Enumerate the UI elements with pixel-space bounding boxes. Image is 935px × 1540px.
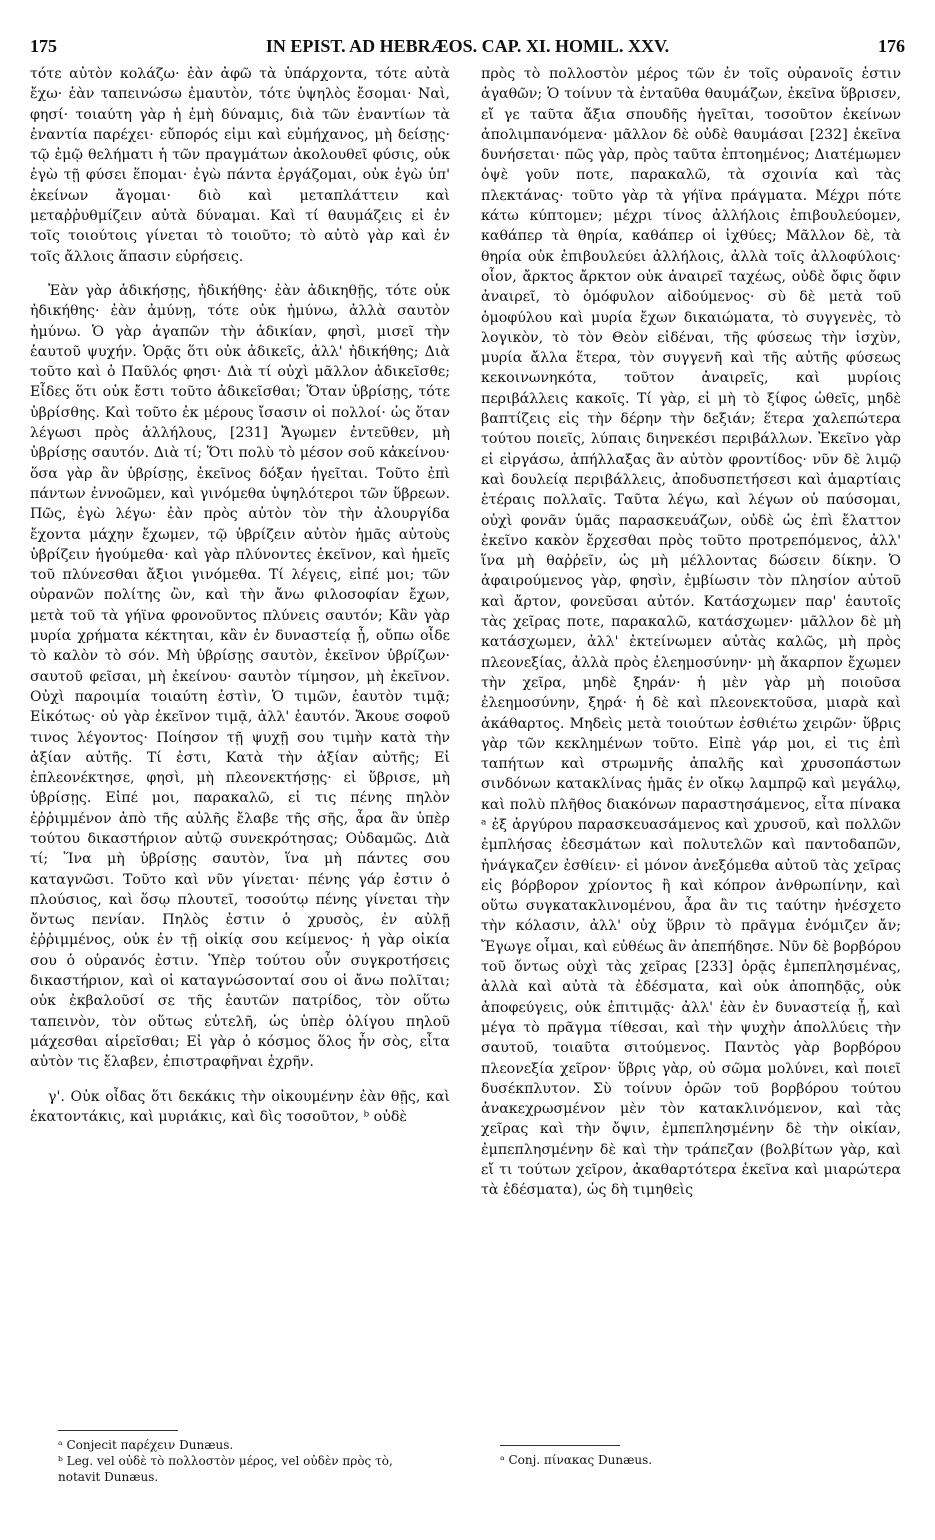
running-title: IN EPIST. AD HEBRÆOS. CAP. XI. HOMIL. XXV.: [265, 36, 670, 56]
footnote-rule-left: [58, 1430, 178, 1431]
footnote-a-left: ᵃ Conjecit παρέχειν Dunæus.: [58, 1438, 234, 1452]
footnotes-left: [58, 1437, 438, 1485]
page-number-right: 176: [878, 36, 905, 56]
left-paragraph-1: τότε αὐτὸν κολάζω· ἐὰν ἀφῶ τὰ ὑπάρχοντα, τότε αὐτὰ ἔχω· ἐὰν ταπεινώσω ἐμαυτὸν, τότε ὑψηλὸς ἔσομαι· Ναὶ, φησί· τοιαύτη γὰρ ἡ ἐμὴ δύναμις, διὰ τῶν ἐναντίων τὰ ἐναντία παρέχει· εὔπορός εἰμι καὶ εὐμήχανος, μὴ δείσῃς· τῷ ἐμῷ θελήματι ἡ τῶν πραγμάτων ἀκολουθεῖ φύσις, οὐκ ἐγὼ τῇ φύσει ἕπομαι· ἐγὼ πάντα ἐργάζομαι, οὐκ ἐγὼ ὑπ' ἐκείνων ἄγομαι· διὸ καὶ μεταπλάττειν καὶ μεταῤῥυθμίζειν αὐτὰ δύναμαι. Καὶ τί θαυμάζεις εἰ ἐν τοῖς τοιούτοις γίνεται τὸ τοιοῦτο; τὸ αὐτὸ γὰρ καὶ ἐν τοῖς ἄλλοις ἅπασιν εὑρήσεις.: [30, 66, 450, 265]
running-header: [30, 36, 905, 60]
left-column: [30, 64, 450, 1127]
footnote-a-right: ᵃ Conj. πίνακας Dunæus.: [500, 1453, 653, 1467]
right-paragraph-1: πρὸς τὸ πολλοστὸν μέρος τῶν ἐν τοῖς οὐρανοῖς ἐστιν ἀγαθῶν; Ὁ τοίνυν τὰ ἐνταῦθα θαυμάζων, ἐκεῖνα ὕβρισεν, εἴ γε ταῦτα ἄξια σπουδῆς ἡγεῖται, τοσοῦτον ἐκείνων ἀπολιμπανόμενα· μᾶλλον δὲ οὐδὲ θαυμάσαι [232] ἐκεῖνα δυνήσεται· πῶς γὰρ, πρὸς ταῦτα ἐπτοημένος; Διατέμωμεν ὀψὲ γοῦν ποτε, παρακαλῶ, τὰ σχοινία καὶ τὰς πλεκτάνας· τοῦτο γὰρ τὰ γήϊνα πράγματα. Μέχρι πότε κάτω κύπτομεν; μέχρι τίνος ἀλλήλοις ἐπιβουλεύομεν, καθάπερ τὰ θηρία, καθάπερ οἱ ἰχθύες; Μᾶλλον δὲ, τὰ θηρία οὐκ ἐπιβουλεύει ἀλλήλοις, ἀλλὰ τοῖς ἀλλοφύλοις· οἷον, ἄρκτος ἄρκτον οὐκ ἀναιρεῖ ταχέως, οὐδὲ ὄφις ὄφιν ἀναιρεῖ, τὸ ὁμόφυλον αἰδούμενος· σὺ δὲ μετὰ τοῦ ὁμοφύλου καὶ μυρία ἔχων δικαιώματα, τὸ συγγενὲς, τὸ λογικὸν, τὸ τὸν Θεὸν εἰδέναι, τῆς φύσεως τὴν ἰσχὺν, μυρία ἄλλα ἕτερα, τὸν συγγενῆ καὶ τῆς αὐτῆς φύσεως κεκοινωνηκότα, τοῦτον ἀναιρεῖς, καὶ μυρίοις περιβάλλεις κακοῖς. Τί γὰρ, εἰ μὴ τὸ ξίφος ὠθεῖς, μηδὲ βαπτίζεις εἰς τὴν δέρην τὴν δεξιάν; ἕτερα χαλεπώτερα τούτου ποιεῖς, λύπαις διηνεκέσι περιβάλλων. Ἐκεῖνο γὰρ εἰ εἰργάσω, ἀπήλλαξας ἂν αὐτὸν φροντίδος· νῦν δὲ λιμῷ καὶ δουλείᾳ περιβάλλεις, ἀποδυσπετήσεσι καὶ ἁμαρτίαις ἑτέραις πολλαῖς. Ταῦτα λέγω, καὶ λέγων οὐ παύσομαι, οὐχὶ φονᾶν ὑμᾶς παρασκευάζων, οὐδὲ ὡς ἐπὶ ἔλαττον ἐκεῖνο κακὸν ἔρχεσθαι πρὸς τοῦτο προτρεπόμενος, ἀλλ' ἵνα μὴ θαῤῥεῖν, ὡς μὴ μέλλοντας δώσειν δίκην. Ὁ ἀφαιρούμενος γὰρ, φησὶν, ἐμβίωσιν τὸν πλησίον αὐτοῦ καὶ ἄρτον, φονεῦσαι αὐτόν. Κατάσχωμεν παρ' ἑαυτοῖς τὰς χεῖρας ποτε, παρακαλῶ, κατάσχωμεν· μᾶλλον δὲ μὴ κατάσχωμεν, ἀλλ' ἐκτείνωμεν αὐτὰς καλῶς, μὴ πρὸς πλεονεξίας, ἀλλὰ πρὸς ἐλεημοσύνην· μὴ ἄκαρπον ἔχωμεν τὴν χεῖρα, μηδὲ ξηράν· ἡ μὲν γὰρ μὴ ποιοῦσα ἐλεημοσύνην, ξηρά· ἡ δὲ καὶ πλεονεκτοῦσα, μιαρὰ καὶ ἀκάθαρτος. Μηδεὶς μετὰ τοιούτων ἐσθιέτω χειρῶν· ὕβρις γὰρ τῶν κεκλημένων τοῦτο. Εἰπὲ γάρ μοι, εἰ τις ἐπὶ ταπήτων καὶ στρωμνῆς ἁπαλῆς καὶ χρυσοπάστων σινδόνων κατακλίνας ἡμᾶς ἐν οἴκῳ λαμπρῷ καὶ μεγάλῳ, καὶ πολὺ πλῆθος διακόνων παραστησάμενος, εἶτα πίνακα ᵃ ἐξ ἀργύρου παρασκευασάμενος καὶ χρυσοῦ, καὶ πολλῶν ἐμπλήσας ἐδεσμάτων καὶ πολυτελῶν καὶ παντοδαπῶν, ἠνάγκαζεν ἐσθίειν· εἰ μόνον ἀνεξόμεθα αὐτοῦ τὰς χεῖρας εἰς βόρβορον χρίοντος ἢ καὶ κόπρον ἀνθρωπίνην, καὶ οὕτω συγκατακλινομένου, ἆρα ἂν τις ταύτην ἠνέσχετο τὴν κόλασιν, ἀλλ' οὐχ ὕβριν τὸ πρᾶγμα ἐνόμιζεν ἄν; Ἔγωγε οἶμαι, καὶ εὐθέως ἂν ἀπεπήδησε. Νῦν δὲ βορβόρου τοῦ ὄντως οὐχὶ τὰς χεῖρας [233] ὁρᾷς ἐμπεπλησμένας, ἀλλὰ καὶ αὐτὰ τὰ ἐδέσματα, καὶ οὐκ ἀποπηδᾷς, οὐκ ἀποφεύγεις, οὐκ ἐπιτιμᾷς· ἀλλ' ἐὰν ἐν δυναστείᾳ ᾖ, καὶ μέγα τὸ πρᾶγμα τίθεσαι, καὶ τὴν ψυχὴν ἀπολλύεις τὴν σαυτοῦ, τοιαῦτα σιτούμενος. Παντὸς γὰρ βορβόρου πλεονεξία χεῖρον· ὕβρις γὰρ, οὐ σῶμα μολύνει, καὶ ποιεῖ δυσέκπλυτον. Σὺ τοίνυν ὁρῶν τοῦ βορβόρου τούτου ἀνακεχρωσμένον μὲν τὸν κατακλινόμενον, καὶ τὰς χεῖρας καὶ τὴν ὄψιν, ἐμπεπλησμένην δὲ τὴν οἰκίαν, ἐμπεπλησμένην δὲ καὶ τὴν τράπεζαν (βολβίτων γὰρ, καὶ εἴ τι τούτων χεῖρον, ἀκαθαρτότερα ἐκεῖνα καὶ μιαρώτερα τὰ ἐδέσματα), ὡς δὴ τιμηθεὶς: [481, 66, 901, 1199]
footnote-b-left: ᵇ Leg. vel οὐδὲ τὸ πολλοστὸν μέρος, vel οὐδὲν πρὸς τὸ, notavit Dunæus.: [58, 1454, 393, 1484]
right-column: [481, 64, 901, 1201]
left-paragraph-2: Ἐὰν γὰρ ἀδικήσῃς, ἠδικήθης· ἐὰν ἀδικηθῇς, τότε οὐκ ἠδικήθης· ἐὰν ἀμύνῃ, τότε οὐκ ἠμύνω, ἀλλὰ σαυτὸν ἠμύνω. Ὁ γὰρ ἀγαπῶν τὴν ἀδικίαν, φησὶ, μισεῖ τὴν ἑαυτοῦ ψυχήν. Ὁρᾷς ὅτι οὐκ ἀδικεῖς, ἀλλ' ἠδικήθης; Διὰ τοῦτο καὶ ὁ Παῦλός φησι· Διὰ τί οὐχὶ μᾶλλον ἀδικεῖσθε; Εἶδες ὅτι οὐκ ἔστι τοῦτο ἀδικεῖσθαι; Ὅταν ὑβρίσῃς, τότε ὑβρίσθης. Καὶ τοῦτο ἐκ μέρους ἴσασιν οἱ πολλοί· ὡς ὅταν λέγωσι πρὸς ἀλλήλους, [231] Ἄγωμεν ἐντεῦθεν, μὴ ὑβρίσῃς σαυτόν. Διὰ τί; Ὅτι πολὺ τὸ μέσον σοῦ κἀκείνου· ὅσα γὰρ ἂν ὑβρίσῃς, ἐκεῖνος δόξαν ἡγεῖται. Τοῦτο ἐπὶ πάντων ἐννοῶμεν, καὶ γινόμεθα ὑψηλότεροι τῶν ὕβρεων. Πῶς, ἐγὼ λέγω· ἐὰν πρὸς αὐτὸν τὸν τὴν ἀλουργίδα ἔχοντα μάχην ἔχωμεν, τῷ ὑβρίζειν αὐτὸν ἡμᾶς αὐτοὺς ὑβρίζειν ἡγούμεθα· καὶ γὰρ πλύνοντες ἐκεῖνον, καὶ ἡμεῖς τοῦ πλύνεσθαι ἄξιοι γινόμεθα. Τί λέγεις, εἰπέ μοι; τῶν οὐρανῶν πολίτης ὢν, καὶ τὴν ἄνω φιλοσοφίαν ἔχων, μετὰ τοῦ τὰ γήϊνα φρονοῦντος πλύνεις σαυτόν; Κἂν γὰρ μυρία χρήματα κέκτηται, κἂν ἐν δυναστείᾳ ᾖ, οὔπω οἶδε τὸ καλὸν τὸ σόν. Μὴ ὑβρίσῃς σαυτὸν, ἐκεῖνον ὑβρίζων· σαυτοῦ φεῖσαι, μὴ ἐκείνου· σαυτὸν τίμησον, μὴ ἐκεῖνον. Οὐχὶ παροιμία τοιαύτη ἐστὶν, Ὁ τιμῶν, ἑαυτὸν τιμᾷ; Εἰκότως· οὐ γὰρ ἐκεῖνον τιμᾷ, ἀλλ' ἑαυτόν. Ἄκουε σοφοῦ τινος λέγοντος· Ποίησον τῇ ψυχῇ σου τιμὴν κατὰ τὴν ἀξίαν αὐτῆς. Τί ἐστι, Κατὰ τὴν ἀξίαν αὐτῆς; Εἰ ἐπλεονέκτησε, φησὶ, μὴ πλεονεκτήσῃς· εἰ ὕβρισε, μὴ ὑβρίσῃς. Εἰπέ μοι, παρακαλῶ, εἰ τις πένης πηλὸν ἐῤῥιμμένον ἀπὸ τῆς αὐλῆς ἔλαβε τῆς σῆς, ἆρα ἂν ὑπὲρ τούτου δικαστήριον αὐτῷ συνεκρότησας; Οὐδαμῶς. Διὰ τί; Ἵνα μὴ ὑβρίσῃς σαυτὸν, ἵνα μὴ πάντες σου καταγνῶσι. Τοῦτο καὶ νῦν γίνεται· πένης γάρ ἐστιν ὁ πλούσιος, καὶ ὅσῳ πλουτεῖ, τοσούτῳ πένης γίνεται τὴν ὄντως πενίαν. Πηλὸς ἐστιν ὁ χρυσὸς, ἐν αὐλῇ ἐῤῥιμμένος, οὐκ ἐν τῇ οἰκίᾳ σου κείμενος· ἡ γὰρ οἰκία σου ὁ οὐρανός ἐστιν. Ὑπὲρ τούτου οὖν συγκροτήσεις δικαστήριον, καὶ οἱ καταγνώσονταί σου οἱ ἄνω πολῖται; οὐκ ἐκβαλοῦσί σε τῆς ἑαυτῶν πατρίδος, τὸν οὕτω ταπεινὸν, τὸν οὕτως εὐτελῆ, ὡς ὑπὲρ ὀλίγου πηλοῦ μάχεσθαι αἱρεῖσθαι; Εἰ γὰρ ὁ κόσμος ὅλος ἦν σὸς, εἶτα αὐτὸν τις ἔλαβεν, ἐπιστραφῆναι ἐχρῆν.: [30, 282, 450, 1071]
left-paragraph-3: γ'. Οὐκ οἶδας ὅτι δεκάκις τὴν οἰκουμένην ἐὰν θῇς, καὶ ἑκατοντάκις, καὶ μυριάκις, καὶ δὶς τοσοῦτον, ᵇ οὐδὲ: [30, 1088, 450, 1125]
page-number-left: 175: [30, 36, 57, 56]
footnote-rule-right: [500, 1445, 620, 1446]
footnotes-right: [500, 1452, 880, 1468]
